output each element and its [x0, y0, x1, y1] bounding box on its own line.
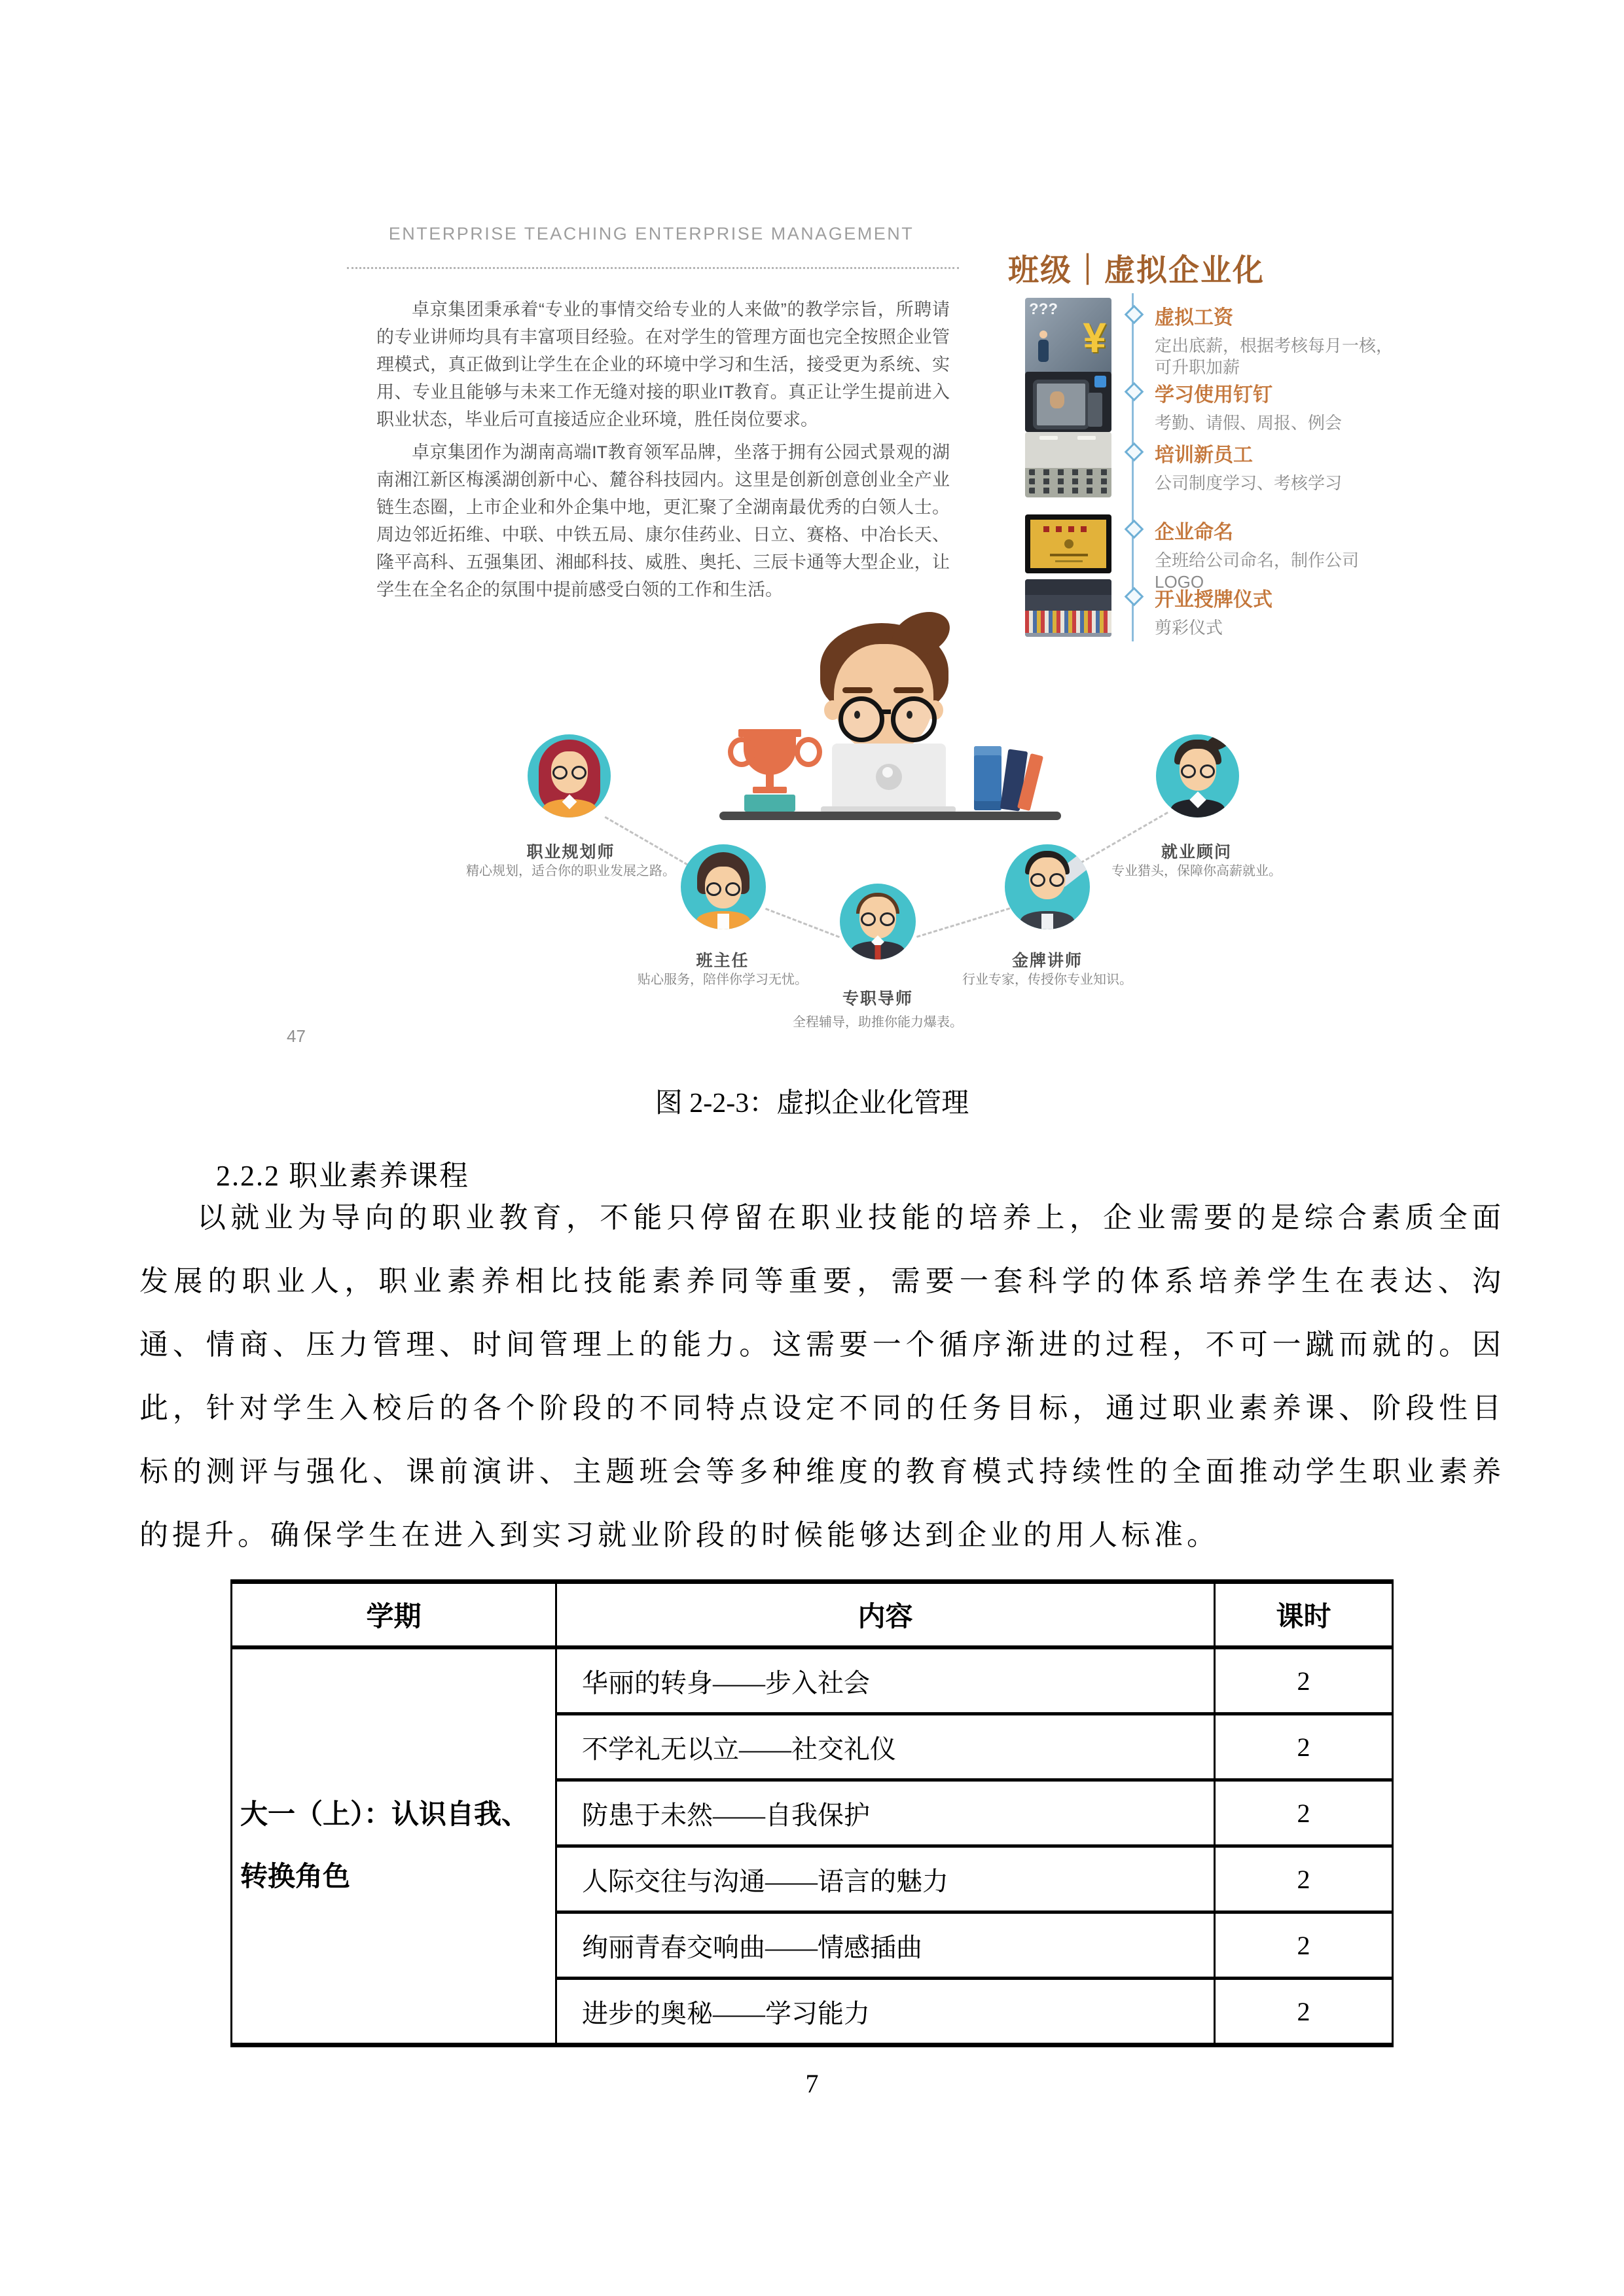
role-name: 金牌讲师 [1011, 952, 1083, 970]
tie-shape [875, 945, 881, 960]
content-cell: 进步的奥秘——学习能力 [556, 1979, 1215, 2045]
eye-shape [854, 711, 860, 719]
eye-shape [907, 711, 912, 719]
figure-english-header: ENTERPRISE TEACHING ENTERPRISE MANAGEMENT [388, 224, 914, 243]
feature-desc: 剪彩仪式 [1155, 618, 1223, 637]
trophy-stem-shape [766, 774, 774, 788]
glasses-icon [706, 882, 740, 894]
feature-desc: 公司制度学习、考核学习 [1155, 473, 1343, 493]
column-header-hours: 课时 [1215, 1582, 1393, 1648]
role-name: 职业规划师 [526, 843, 615, 861]
timeline-diamond-icon [1125, 442, 1144, 462]
column-header-content: 内容 [556, 1582, 1215, 1648]
glasses-lens-shape [891, 696, 937, 742]
role-name: 专职导师 [842, 990, 913, 1008]
hours-cell: 2 [1215, 1714, 1393, 1780]
trophy-pedestal-shape [744, 795, 795, 812]
feature-title: 学习使用钉钉 [1155, 384, 1272, 406]
role-desc: 专业猎头，保障你高薪就业。 [1111, 864, 1282, 878]
course-table [230, 1579, 1394, 2047]
glasses-lens-shape [839, 696, 884, 742]
figure-leftover-text: 47 [287, 1026, 306, 1046]
avatar-employment-consultant [1156, 734, 1239, 817]
feature-item [1155, 439, 1407, 494]
role-desc: 精心规划，适合你的职业发展之路。 [466, 864, 676, 878]
figure-body-shape [1038, 340, 1049, 362]
timeline-diamond-icon [1125, 382, 1144, 402]
feature-item [1155, 301, 1407, 378]
timeline-diamond-icon [1125, 520, 1144, 539]
figure-intro-paragraph-2: 卓京集团作为湖南高端IT教育领军品牌，坐落于拥有公园式景观的湖南湘江新区梅溪湖创新中心、麓谷科技园内。这里是创新创意创业全产业链生态圈，上市企业和外企集中地，更汇聚了全湖南最优秀的白领人士。周边邻近拓维、中联、中铁五局、康尔佳药业、日立、赛格、中冶长天、隆平高科、五强集团、湘邮科技、威胜、奥托、三辰卡通等大型企业，让学生在全名企的氛围中提前感受白领的工作和生活。 [376, 442, 950, 600]
figure-head-shape [1039, 331, 1047, 338]
feature-title: 培训新员工 [1155, 444, 1253, 466]
hours-cell: 2 [1215, 1912, 1393, 1979]
eyebrow-shape [842, 687, 873, 693]
device-column-shape [1088, 393, 1102, 427]
figure-caption: 图 2-2-3：虚拟企业化管理 [655, 1088, 969, 1119]
books-icon [974, 746, 1046, 812]
avatar-class-teacher [681, 844, 766, 929]
red-text-shape [1043, 526, 1093, 532]
laptop-logo-icon [876, 764, 902, 790]
dotted-divider [347, 267, 959, 269]
table-row [232, 1647, 1393, 1714]
desk-shape [719, 812, 1061, 820]
glasses-icon [552, 766, 586, 778]
classroom-training-photo [1025, 432, 1111, 497]
student-row-shape [1029, 469, 1108, 475]
figure-intro-paragraph-1: 卓京集团秉承着“专业的事情交给专业的人来做”的教学宗旨，所聘请的专业讲师均具有丰富项目经验。在对学生的管理方面也完全按照企业管理模式，真正做到让学生在企业的环境中学习和生活，接受更为系统、实用、专业且能够与未来工作无缝对接的职业IT教育。真正让学生提前进入职业状态，毕业后可直接适应企业环境，胜任岗位要求。 [376, 300, 950, 429]
dashed-connector [916, 907, 1010, 937]
feature-item [1155, 378, 1407, 434]
feature-item [1155, 583, 1407, 639]
feature-desc: 全班给公司命名，制作公司LOGO [1155, 550, 1360, 592]
avatar-full-time-mentor [840, 884, 916, 960]
page-number: 7 [805, 2069, 819, 2098]
trophy-foot-shape [753, 787, 787, 793]
hours-cell: 2 [1215, 1647, 1393, 1714]
feature-title: 虚拟工资 [1155, 307, 1233, 329]
student-row-shape [1029, 478, 1108, 484]
content-cell: 防患于未然——自我保护 [556, 1780, 1215, 1846]
crowd-shape [1025, 611, 1111, 633]
dashed-connector [765, 908, 840, 938]
avatar-career-planner [528, 734, 611, 817]
feature-title: 开业授牌仪式 [1155, 589, 1272, 611]
trophy-handle-shape [795, 737, 822, 767]
content-cell: 华丽的转身——步入社会 [556, 1647, 1215, 1714]
face-shape [1050, 391, 1064, 408]
floor-shape [1025, 633, 1111, 637]
body-paragraph: 以就业为导向的职业教育，不能只停留在职业技能的培养上，企业需要的是综合素质全面发展的职业人，职业素养相比技能素养同等重要，需要一套科学的体系培养学生在表达、沟通、情商、压力管理、时间管理上的能力。这需要一个循序渐进的过程，不可一蹴而就的。因此，针对学生入校后的各个阶段的不同特点设定不同的任务目标，通过职业素养课、阶段性目标的测评与强化、课前演讲、主题班会等多种维度的教育模式持续性的全面推动学生职业素养的提升。确保学生在进入到实习就业阶段的时候能够达到企业的用人标准。 [139, 1202, 1505, 1551]
glasses-icon [1030, 873, 1064, 885]
glasses-icon [1181, 764, 1215, 776]
text-line-shape [1055, 560, 1083, 562]
book-shape [974, 746, 1001, 810]
dingtalk-attendance-device-image [1025, 372, 1111, 432]
shirt-shape [1041, 914, 1053, 929]
laptop-icon [832, 744, 946, 810]
stage-banner-shape [1025, 579, 1111, 595]
glasses-icon [861, 912, 895, 924]
text-line-shape [1050, 554, 1088, 556]
ceiling-light-shape [1077, 436, 1096, 440]
content-cell: 不学礼无以立——社交礼仪 [556, 1714, 1215, 1780]
section-heading: 2.2.2 职业素养课程 [216, 1160, 469, 1192]
hours-cell: 2 [1215, 1846, 1393, 1912]
company-plaque-photo [1025, 514, 1111, 573]
role-desc: 行业专家，传授你专业知识。 [962, 973, 1132, 987]
blue-badge-shape [1094, 376, 1106, 387]
role-desc: 全程辅导，助推你能力爆表。 [793, 1015, 963, 1030]
virtual-salary-image [1025, 298, 1111, 375]
avatar-gold-lecturer [1005, 844, 1090, 929]
question-marks-icon: ??? [1029, 300, 1058, 318]
ceiling-light-shape [1039, 436, 1058, 440]
feature-desc: 考勤、请假、周报、例会 [1155, 413, 1343, 433]
role-name: 班主任 [696, 952, 749, 970]
feature-item [1155, 516, 1407, 593]
table-header-row [232, 1582, 1393, 1648]
hours-cell: 2 [1215, 1780, 1393, 1846]
timeline-diamond-icon [1125, 305, 1144, 325]
opening-ceremony-photo [1025, 579, 1111, 637]
plaque-logo-shape [1064, 539, 1074, 548]
yen-symbol-icon: ¥ [1083, 314, 1106, 361]
trophy-handle-shape [728, 737, 755, 767]
content-cell: 绚丽青春交响曲——情感插曲 [556, 1912, 1215, 1979]
eyebrow-shape [893, 687, 924, 693]
trophy-icon [733, 725, 806, 812]
column-header-semester: 学期 [232, 1582, 556, 1648]
role-name: 就业顾问 [1161, 843, 1232, 861]
feature-title: 企业命名 [1155, 522, 1233, 543]
role-desc: 贴心服务，陪伴你学习无忧。 [638, 973, 808, 987]
glasses-bridge-shape [880, 709, 891, 714]
figure-intro-paragraphs [376, 296, 950, 609]
plaque-shape [1030, 520, 1106, 568]
figure-title: 班级｜虚拟企业化 [1008, 253, 1265, 287]
student-row-shape [1029, 488, 1108, 493]
feature-desc: 定出底薪，根据考核每月一核，可升职加薪 [1155, 336, 1394, 377]
shirt-shape [717, 914, 729, 929]
content-cell: 人际交往与沟通——语言的魅力 [556, 1846, 1215, 1912]
timeline-diamond-icon [1125, 587, 1144, 607]
semester-cell: 大一（上）：认识自我、转换角色 [232, 1647, 556, 2045]
hours-cell: 2 [1215, 1979, 1393, 2045]
